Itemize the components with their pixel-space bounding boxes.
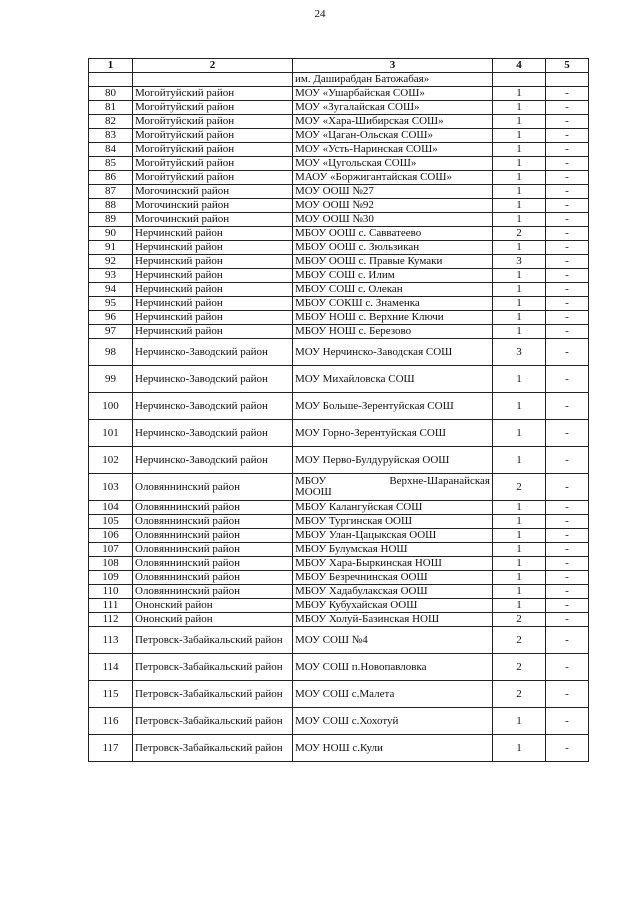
district-cell: Могойтуйский район: [133, 171, 293, 185]
count-cell: 1: [493, 241, 546, 255]
district-cell: Оловяннинский район: [133, 543, 293, 557]
count-cell: 1: [493, 115, 546, 129]
district-cell: Нерчинский район: [133, 297, 293, 311]
count-cell: 2: [493, 627, 546, 654]
school-cell: МАОУ «Боржигантайская СОШ»: [293, 171, 493, 185]
district-cell: [133, 73, 293, 87]
district-cell: Петровск-Забайкальский район: [133, 681, 293, 708]
table-row: [89, 366, 589, 393]
district-cell: Нерчинский район: [133, 325, 293, 339]
row-number: 88: [89, 199, 133, 213]
school-cell: МБОУ Улан-Цацыкская ООШ: [293, 529, 493, 543]
column-header-2: 2: [133, 59, 293, 73]
count-cell: 1: [493, 129, 546, 143]
district-cell: Оловяннинский район: [133, 571, 293, 585]
row-number: 104: [89, 501, 133, 515]
school-cell: МОУ «Ушарбайская СОШ»: [293, 87, 493, 101]
row-number: 80: [89, 87, 133, 101]
school-cell: МОУ «Хара-Шибирская СОШ»: [293, 115, 493, 129]
count-cell: 1: [493, 199, 546, 213]
district-cell: Могочинский район: [133, 213, 293, 227]
table-row: [89, 129, 589, 143]
mark-cell: -: [546, 585, 589, 599]
row-number: 93: [89, 269, 133, 283]
school-cell: МБОУ Тургинская ООШ: [293, 515, 493, 529]
mark-cell: -: [546, 529, 589, 543]
count-cell: 1: [493, 543, 546, 557]
row-number: 109: [89, 571, 133, 585]
count-cell: 2: [493, 474, 546, 501]
count-cell: 3: [493, 339, 546, 366]
count-cell: 1: [493, 515, 546, 529]
mark-cell: -: [546, 129, 589, 143]
school-cell: МОУ Нерчинско-Заводская СОШ: [293, 339, 493, 366]
row-number: 82: [89, 115, 133, 129]
count-cell: 1: [493, 283, 546, 297]
row-number: 84: [89, 143, 133, 157]
school-cell: МОУ ООШ №30: [293, 213, 493, 227]
mark-cell: -: [546, 339, 589, 366]
mark-cell: -: [546, 171, 589, 185]
row-number: 83: [89, 129, 133, 143]
school-cell: МОУ «Зугалайская СОШ»: [293, 101, 493, 115]
count-cell: 1: [493, 599, 546, 613]
district-cell: Нерчинский район: [133, 227, 293, 241]
table-row: [89, 171, 589, 185]
table-row: [89, 613, 589, 627]
mark-cell: -: [546, 447, 589, 474]
district-cell: Нерчинский район: [133, 255, 293, 269]
school-cell: им. Даширабдан Батожабая»: [293, 73, 493, 87]
school-cell: МБОУ ООШ с. Правые Кумаки: [293, 255, 493, 269]
count-cell: [493, 73, 546, 87]
schools-table: [88, 58, 589, 762]
mark-cell: -: [546, 420, 589, 447]
row-number: 85: [89, 157, 133, 171]
row-number: 111: [89, 599, 133, 613]
row-number: 106: [89, 529, 133, 543]
count-cell: 3: [493, 255, 546, 269]
mark-cell: -: [546, 708, 589, 735]
mark-cell: -: [546, 311, 589, 325]
row-number: 108: [89, 557, 133, 571]
school-cell: МОУ НОШ с.Кули: [293, 735, 493, 762]
table-row: [89, 73, 589, 87]
row-number: 86: [89, 171, 133, 185]
district-cell: Могойтуйский район: [133, 87, 293, 101]
row-number: 112: [89, 613, 133, 627]
mark-cell: -: [546, 255, 589, 269]
school-cell: МОУ СОШ п.Новопавловка: [293, 654, 493, 681]
row-number: 101: [89, 420, 133, 447]
count-cell: 1: [493, 366, 546, 393]
district-cell: Нерчинский район: [133, 269, 293, 283]
mark-cell: -: [546, 157, 589, 171]
school-cell: МОУ ООШ №92: [293, 199, 493, 213]
count-cell: 1: [493, 213, 546, 227]
count-cell: 1: [493, 529, 546, 543]
district-cell: Могочинский район: [133, 185, 293, 199]
school-cell: МОУ «Усть-Наринская СОШ»: [293, 143, 493, 157]
count-cell: 2: [493, 654, 546, 681]
column-header-4: 4: [493, 59, 546, 73]
mark-cell: -: [546, 543, 589, 557]
school-name-line-2: МООШ: [295, 486, 332, 498]
school-cell: МОУ СОШ №4: [293, 627, 493, 654]
count-cell: 1: [493, 325, 546, 339]
column-header-3: 3: [293, 59, 493, 73]
school-cell: МОУ ООШ №27: [293, 185, 493, 199]
school-cell: МБОУ СОШ с. Илим: [293, 269, 493, 283]
table-row: [89, 241, 589, 255]
school-cell: МБОУ Холуй-Базинская НОШ: [293, 613, 493, 627]
school-cell: МОУ Горно-Зерентуйская СОШ: [293, 420, 493, 447]
school-cell: МБОУ СОКШ с. Знаменка: [293, 297, 493, 311]
mark-cell: -: [546, 227, 589, 241]
row-number: 97: [89, 325, 133, 339]
count-cell: 1: [493, 171, 546, 185]
mark-cell: -: [546, 325, 589, 339]
mark-cell: -: [546, 557, 589, 571]
table-row: [89, 157, 589, 171]
row-number: 113: [89, 627, 133, 654]
district-cell: Нерчинско-Заводский район: [133, 420, 293, 447]
district-cell: Петровск-Забайкальский район: [133, 735, 293, 762]
count-cell: 1: [493, 311, 546, 325]
table-row: [89, 627, 589, 654]
school-cell: МОУ СОШ с.Хохотуй: [293, 708, 493, 735]
mark-cell: -: [546, 599, 589, 613]
table-row: [89, 735, 589, 762]
table-row: [89, 599, 589, 613]
mark-cell: -: [546, 143, 589, 157]
school-cell: МОУ Михайловска СОШ: [293, 366, 493, 393]
school-cell: МБОУ СОШ с. Олекан: [293, 283, 493, 297]
header-row: [89, 59, 589, 73]
district-cell: Нерчинский район: [133, 283, 293, 297]
table-row: [89, 325, 589, 339]
school-cell: МБОУ НОШ с. Верхние Ключи: [293, 311, 493, 325]
school-cell: МБОУ Хара-Быркинская НОШ: [293, 557, 493, 571]
mark-cell: -: [546, 501, 589, 515]
district-cell: Оловяннинский район: [133, 515, 293, 529]
school-cell: МОУ СОШ с.Малета: [293, 681, 493, 708]
row-number: 114: [89, 654, 133, 681]
school-cell: МОУ Перво-Булдуруйская ООШ: [293, 447, 493, 474]
table-row: [89, 654, 589, 681]
school-cell: [293, 474, 493, 501]
mark-cell: -: [546, 474, 589, 501]
district-cell: Ононский район: [133, 599, 293, 613]
table-row: [89, 297, 589, 311]
mark-cell: -: [546, 681, 589, 708]
mark-cell: -: [546, 297, 589, 311]
count-cell: 2: [493, 227, 546, 241]
count-cell: 1: [493, 585, 546, 599]
district-cell: Оловяннинский район: [133, 557, 293, 571]
row-number: 99: [89, 366, 133, 393]
mark-cell: -: [546, 515, 589, 529]
mark-cell: -: [546, 366, 589, 393]
district-cell: Оловяннинский район: [133, 501, 293, 515]
count-cell: 1: [493, 735, 546, 762]
table-row: [89, 255, 589, 269]
count-cell: 1: [493, 143, 546, 157]
mark-cell: -: [546, 199, 589, 213]
district-cell: Нерчинский район: [133, 311, 293, 325]
district-cell: Нерчинско-Заводский район: [133, 393, 293, 420]
table-row: [89, 269, 589, 283]
count-cell: 1: [493, 393, 546, 420]
district-cell: Петровск-Забайкальский район: [133, 654, 293, 681]
count-cell: 2: [493, 681, 546, 708]
table-row: [89, 529, 589, 543]
mark-cell: -: [546, 101, 589, 115]
table-row: [89, 708, 589, 735]
row-number: 96: [89, 311, 133, 325]
mark-cell: -: [546, 213, 589, 227]
mark-cell: -: [546, 185, 589, 199]
count-cell: 1: [493, 447, 546, 474]
row-number: 91: [89, 241, 133, 255]
table-row: [89, 571, 589, 585]
mark-cell: -: [546, 87, 589, 101]
row-number: 90: [89, 227, 133, 241]
school-cell: МБОУ Калангуйская СОШ: [293, 501, 493, 515]
school-cell: МБОУ Хадабулакская ООШ: [293, 585, 493, 599]
mark-cell: -: [546, 393, 589, 420]
table-row: [89, 227, 589, 241]
school-cell: МБОУ ООШ с. Зюльзикан: [293, 241, 493, 255]
mark-cell: -: [546, 735, 589, 762]
table-row: [89, 213, 589, 227]
count-cell: 1: [493, 87, 546, 101]
district-cell: Могочинский район: [133, 199, 293, 213]
district-cell: Могойтуйский район: [133, 129, 293, 143]
district-cell: Петровск-Забайкальский район: [133, 708, 293, 735]
district-cell: Нерчинско-Заводский район: [133, 447, 293, 474]
district-cell: Могойтуйский район: [133, 101, 293, 115]
district-cell: Могойтуйский район: [133, 143, 293, 157]
school-cell: МОУ Больше-Зерентуйская СОШ: [293, 393, 493, 420]
table-row: [89, 681, 589, 708]
row-number: 87: [89, 185, 133, 199]
table-row: [89, 143, 589, 157]
school-cell: МБОУ Булумская НОШ: [293, 543, 493, 557]
table-row: [89, 543, 589, 557]
table-row: [89, 501, 589, 515]
school-cell: МБОУ НОШ с. Березово: [293, 325, 493, 339]
district-cell: Нерчинско-Заводский район: [133, 366, 293, 393]
row-number: [89, 73, 133, 87]
school-name-line-1: МБОУ Верхне-Шаранайская: [295, 475, 490, 487]
count-cell: 1: [493, 101, 546, 115]
page-number: 24: [314, 8, 326, 20]
table-row: [89, 283, 589, 297]
district-cell: Могойтуйский район: [133, 157, 293, 171]
table-row: [89, 474, 589, 501]
row-number: 102: [89, 447, 133, 474]
count-cell: 1: [493, 185, 546, 199]
district-cell: Оловяннинский район: [133, 529, 293, 543]
count-cell: 1: [493, 571, 546, 585]
district-cell: Могойтуйский район: [133, 115, 293, 129]
mark-cell: -: [546, 269, 589, 283]
table-row: [89, 115, 589, 129]
mark-cell: -: [546, 241, 589, 255]
row-number: 107: [89, 543, 133, 557]
mark-cell: -: [546, 654, 589, 681]
mark-cell: -: [546, 571, 589, 585]
row-number: 92: [89, 255, 133, 269]
district-cell: Ононский район: [133, 613, 293, 627]
district-cell: Оловяннинский район: [133, 585, 293, 599]
count-cell: 1: [493, 297, 546, 311]
school-cell: МОУ «Цаган-Ольская СОШ»: [293, 129, 493, 143]
count-cell: 2: [493, 613, 546, 627]
table-row: [89, 87, 589, 101]
table-row: [89, 311, 589, 325]
row-number: 110: [89, 585, 133, 599]
count-cell: 1: [493, 557, 546, 571]
district-cell: Петровск-Забайкальский район: [133, 627, 293, 654]
table-body: [89, 73, 589, 762]
district-cell: Нерчинско-Заводский район: [133, 339, 293, 366]
row-number: 95: [89, 297, 133, 311]
count-cell: 1: [493, 708, 546, 735]
mark-cell: [546, 73, 589, 87]
count-cell: 1: [493, 501, 546, 515]
row-number: 105: [89, 515, 133, 529]
mark-cell: -: [546, 283, 589, 297]
row-number: 98: [89, 339, 133, 366]
school-cell: МБОУ Кубухайская ООШ: [293, 599, 493, 613]
district-cell: Оловяннинский район: [133, 474, 293, 501]
row-number: 117: [89, 735, 133, 762]
column-header-1: 1: [89, 59, 133, 73]
table-row: [89, 447, 589, 474]
mark-cell: -: [546, 115, 589, 129]
row-number: 116: [89, 708, 133, 735]
table-row: [89, 185, 589, 199]
mark-cell: -: [546, 613, 589, 627]
row-number: 81: [89, 101, 133, 115]
row-number: 115: [89, 681, 133, 708]
school-cell: МОУ «Цугольская СОШ»: [293, 157, 493, 171]
table-row: [89, 420, 589, 447]
row-number: 94: [89, 283, 133, 297]
table-row: [89, 101, 589, 115]
row-number: 103: [89, 474, 133, 501]
row-number: 89: [89, 213, 133, 227]
table-row: [89, 393, 589, 420]
table-row: [89, 339, 589, 366]
mark-cell: -: [546, 627, 589, 654]
count-cell: 1: [493, 157, 546, 171]
count-cell: 1: [493, 420, 546, 447]
table-row: [89, 515, 589, 529]
school-cell: МБОУ Безречнинская ООШ: [293, 571, 493, 585]
district-cell: Нерчинский район: [133, 241, 293, 255]
table-row: [89, 557, 589, 571]
column-header-5: 5: [546, 59, 589, 73]
table-row: [89, 199, 589, 213]
count-cell: 1: [493, 269, 546, 283]
table-row: [89, 585, 589, 599]
row-number: 100: [89, 393, 133, 420]
school-cell: МБОУ ООШ с. Савватеево: [293, 227, 493, 241]
